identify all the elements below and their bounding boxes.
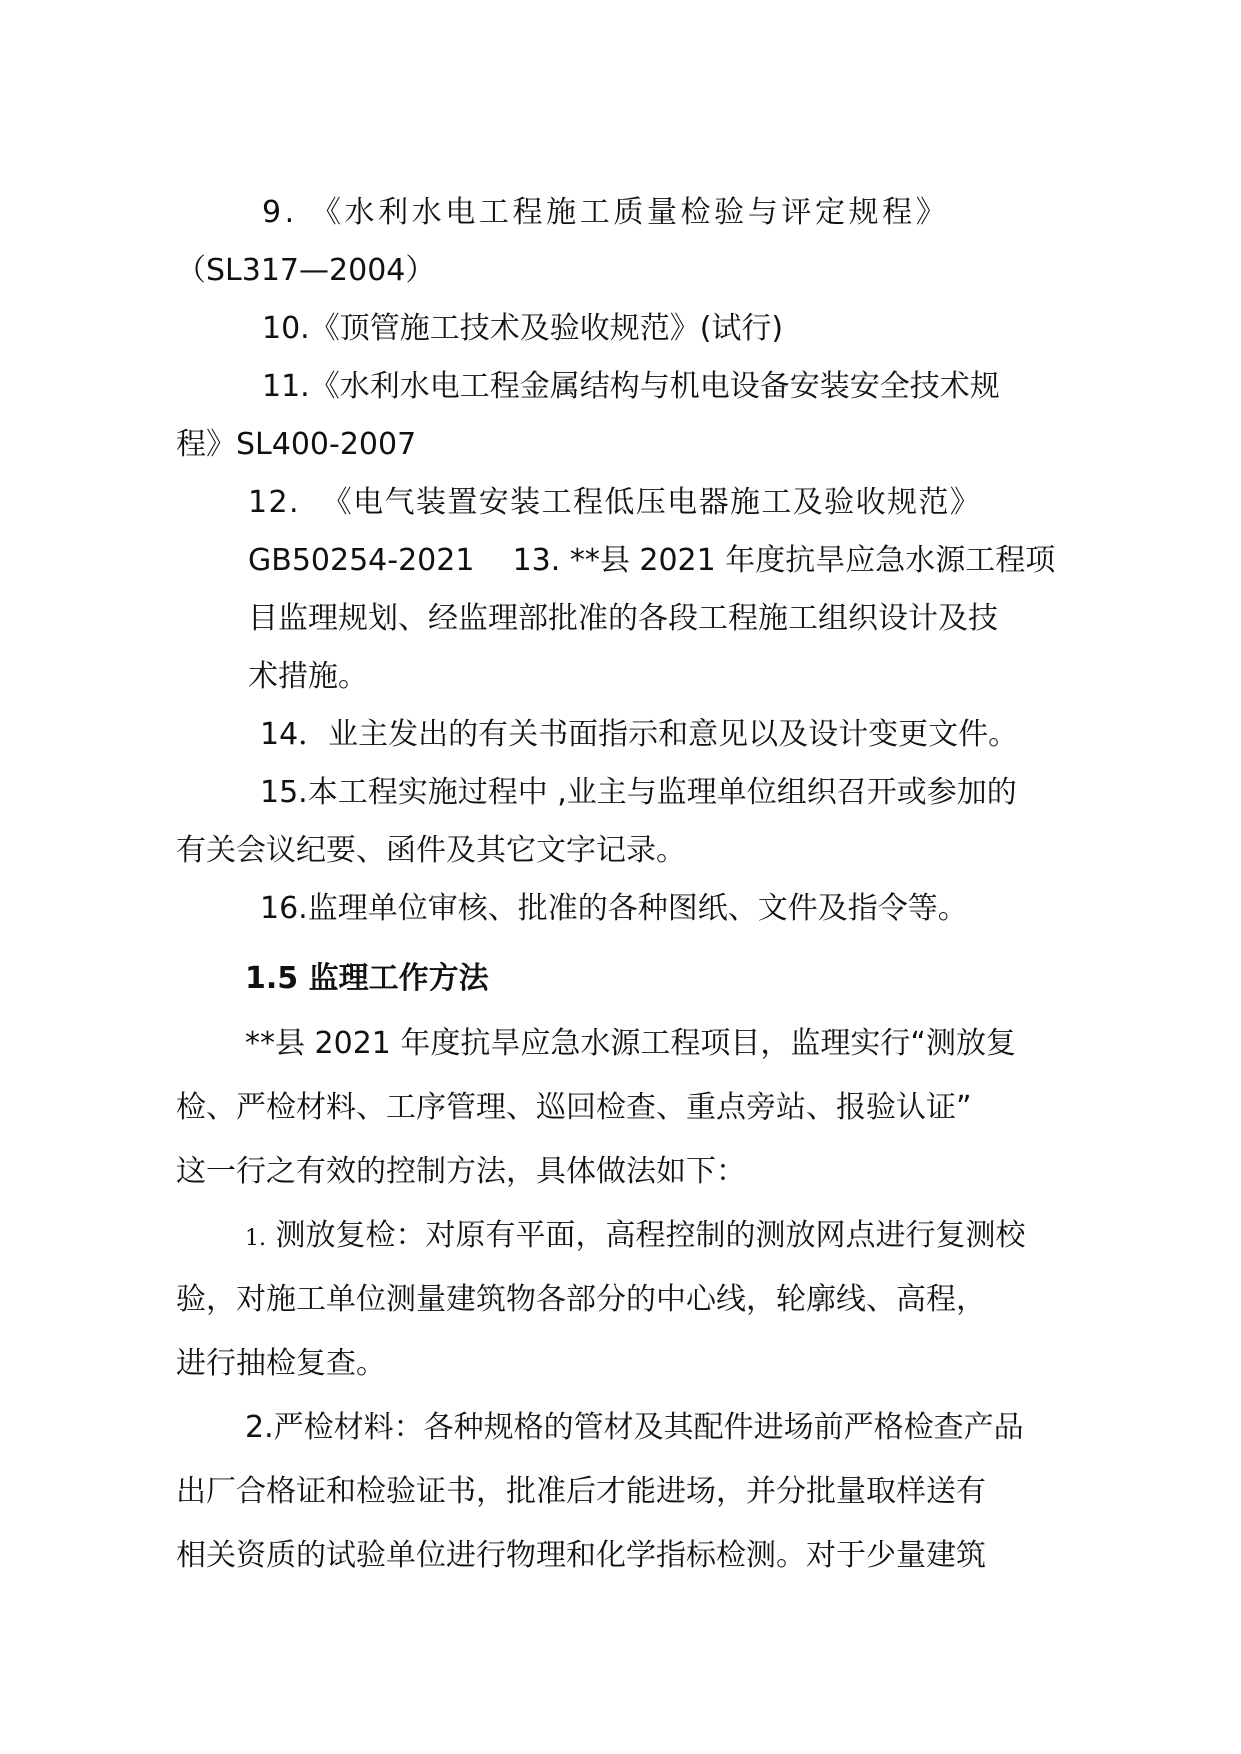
method-item-1-number: 1. bbox=[245, 1226, 266, 1251]
reference-item-15-cont: 有关会议纪要、函件及其它文字记录。 bbox=[176, 833, 686, 868]
reference-item-9: 9. 《水利水电工程施工质量检验与评定规程》 bbox=[262, 195, 950, 230]
method-item-1-line-1 bbox=[245, 1216, 1026, 1256]
method-item-1-text: 测放复检：对原有平面，高程控制的测放网点进行复测校 bbox=[266, 1218, 1026, 1253]
method-item-2-line-3: 相关资质的试验单位进行物理和化学指标检测。对于少量建筑 bbox=[176, 1538, 986, 1573]
reference-item-11-cont: 程》SL400-2007 bbox=[176, 427, 417, 462]
method-paragraph-line-3: 这一行之有效的控制方法，具体做法如下： bbox=[176, 1154, 746, 1189]
method-item-1-line-3: 进行抽检复查。 bbox=[176, 1346, 386, 1381]
reference-item-14: 14．业主发出的有关书面指示和意见以及设计变更文件。 bbox=[260, 717, 1019, 752]
method-item-1-line-2: 验，对施工单位测量建筑物各部分的中心线，轮廓线、高程， bbox=[176, 1282, 986, 1317]
reference-item-10: 10.《顶管施工技术及验收规范》(试行) bbox=[262, 311, 784, 346]
reference-item-13-end: 术措施。 bbox=[248, 659, 368, 694]
reference-item-11: 11.《水利水电工程金属结构与机电设备安装安全技术规 bbox=[262, 369, 1000, 404]
section-heading: 1.5 监理工作方法 bbox=[245, 961, 489, 996]
reference-item-16: 16.监理单位审核、批准的各种图纸、文件及指令等。 bbox=[260, 891, 968, 926]
method-paragraph-line-2: 检、严检材料、工序管理、巡回检查、重点旁站、报验认证” bbox=[176, 1090, 972, 1125]
method-item-2-line-2: 出厂合格证和检验证书，批准后才能进场，并分批量取样送有 bbox=[176, 1474, 986, 1509]
reference-item-9-code: （SL317—2004） bbox=[176, 253, 436, 288]
reference-item-12-13: GB50254-2021 13. **县 2021 年度抗旱应急水源工程项 bbox=[248, 543, 1056, 578]
method-item-2-line-1: 2.严检材料：各种规格的管材及其配件进场前严格检查产品 bbox=[245, 1410, 1024, 1445]
reference-item-15: 15.本工程实施过程中 ,业主与监理单位组织召开或参加的 bbox=[260, 775, 1017, 810]
reference-item-13-cont: 目监理规划、经监理部批准的各段工程施工组织设计及技 bbox=[248, 601, 998, 636]
method-paragraph-line-1: **县 2021 年度抗旱应急水源工程项目，监理实行“测放复 bbox=[245, 1026, 1016, 1061]
reference-item-12: 12. 《电气装置安装工程低压电器施工及验收规范》 bbox=[248, 485, 982, 520]
